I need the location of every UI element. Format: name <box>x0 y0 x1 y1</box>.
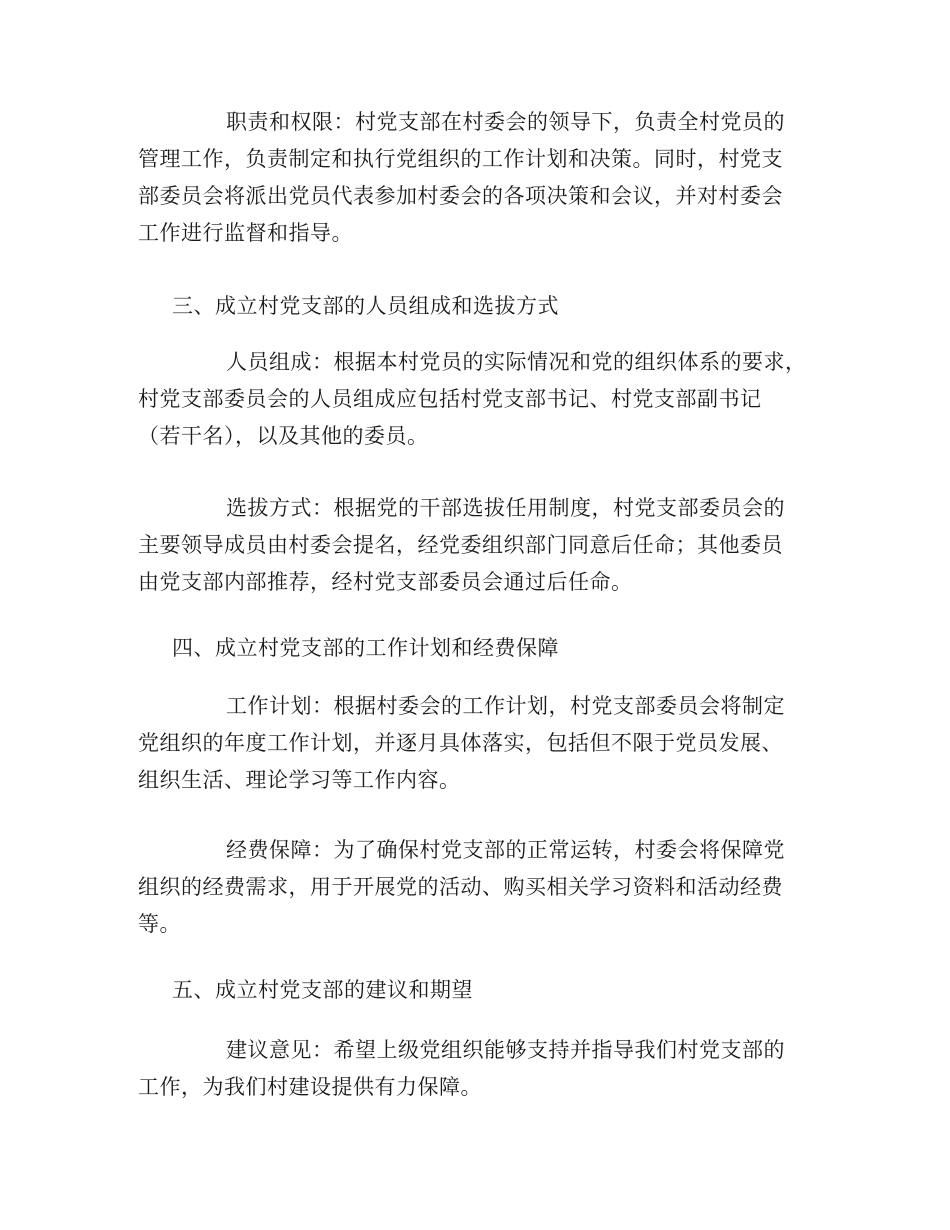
text-line: 由党支部内部推荐，经村党支部委员会通过后任命。 <box>138 570 633 594</box>
section-heading-four: 四、成立村党支部的工作计划和经费保障 <box>172 636 559 660</box>
text-line: 等。 <box>138 912 181 936</box>
paragraph-member-composition <box>138 344 828 455</box>
paragraph-selection-method <box>138 490 828 601</box>
text-line: 工作进行监督和指导。 <box>138 221 353 245</box>
text-line: 主要领导成员由村委会提名，经党委组织部门同意后任命；其他委员 <box>138 533 783 557</box>
section-heading-three: 三、成立村党支部的人员组成和选拔方式 <box>172 294 559 318</box>
text-line: 组织的经费需求，用于开展党的活动、购买相关学习资料和活动经费 <box>138 875 783 899</box>
text-line: 选拔方式：根据党的干部选拔任用制度，村党支部委员会的 <box>226 496 785 520</box>
text-line: 职责和权限：村党支部在村委会的领导下，负责全村党员的 <box>226 110 785 134</box>
text-line: 建议意见：希望上级党组织能够支持并指导我们村党支部的 <box>226 1038 785 1062</box>
paragraph-duties-and-powers <box>138 104 828 252</box>
section-heading-five: 五、成立村党支部的建议和期望 <box>172 978 473 1002</box>
text-line: 村党支部委员会的人员组成应包括村党支部书记、村党支部副书记 <box>138 387 762 411</box>
text-line: 部委员会将派出党员代表参加村委会的各项决策和会议，并对村委会 <box>138 184 783 208</box>
text-line: 人员组成：根据本村党员的实际情况和党的组织体系的要求， <box>226 350 807 374</box>
paragraph-suggestions <box>138 1032 828 1106</box>
text-line: （若干名），以及其他的委员。 <box>138 424 429 448</box>
text-line: 工作计划：根据村委会的工作计划，村党支部委员会将制定 <box>226 694 785 718</box>
paragraph-work-plan <box>138 688 828 799</box>
paragraph-funding-guarantee <box>138 832 828 943</box>
text-line: 管理工作，负责制定和执行党组织的工作计划和决策。同时，村党支 <box>138 147 783 171</box>
text-line: 经费保障：为了确保村党支部的正常运转，村委会将保障党 <box>226 838 785 862</box>
text-line: 组织生活、理论学习等工作内容。 <box>138 768 461 792</box>
text-line: 工作，为我们村建设提供有力保障。 <box>138 1075 482 1099</box>
text-line: 党组织的年度工作计划，并逐月具体落实，包括但不限于党员发展、 <box>138 731 783 755</box>
